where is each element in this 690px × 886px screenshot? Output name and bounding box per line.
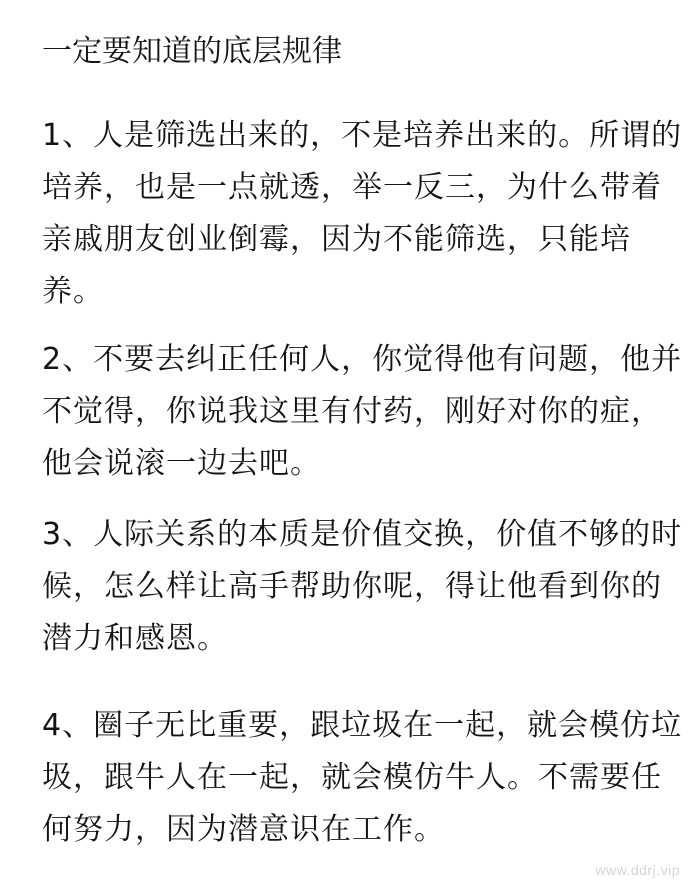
paragraph-line: 1、人是筛选出来的，不是培养出来的。所谓的 [42,118,683,153]
paragraph-line: 2、不要去纠正任何人，你觉得他有问题，他并 [42,342,683,377]
document-title: 一定要知道的底层规律 [42,34,342,69]
paragraph-line: 3、人际关系的本质是价值交换，价值不够的时 [42,517,683,552]
paragraph-line: 亲戚朋友创业倒霉，因为不能筛选，只能培 [42,222,631,257]
paragraph-line: 何努力，因为潜意识在工作。 [42,812,445,847]
paragraph-rule-2 [42,334,683,490]
paragraph-line: 圾，跟牛人在一起，就会模仿牛人。不需要任 [42,760,662,795]
paragraph-line: 潜力和感恩。 [42,621,228,656]
paragraph-rule-1 [42,110,683,318]
paragraph-line: 他会说滚一边去吧。 [42,446,321,481]
paragraph-line: 养。 [42,274,104,309]
watermark-text: www.ddrj.vip [595,862,680,878]
paragraph-line: 不觉得，你说我这里有付药，刚好对你的症， [42,394,662,429]
paragraph-rule-4 [42,700,683,856]
paragraph-rule-3 [42,509,683,665]
paragraph-line: 4、圈子无比重要，跟垃圾在一起，就会模仿垃 [42,708,683,743]
paragraph-line: 候，怎么样让高手帮助你呢，得让他看到你的 [42,569,662,604]
paragraph-line: 培养，也是一点就透，举一反三，为什么带着 [42,170,662,205]
